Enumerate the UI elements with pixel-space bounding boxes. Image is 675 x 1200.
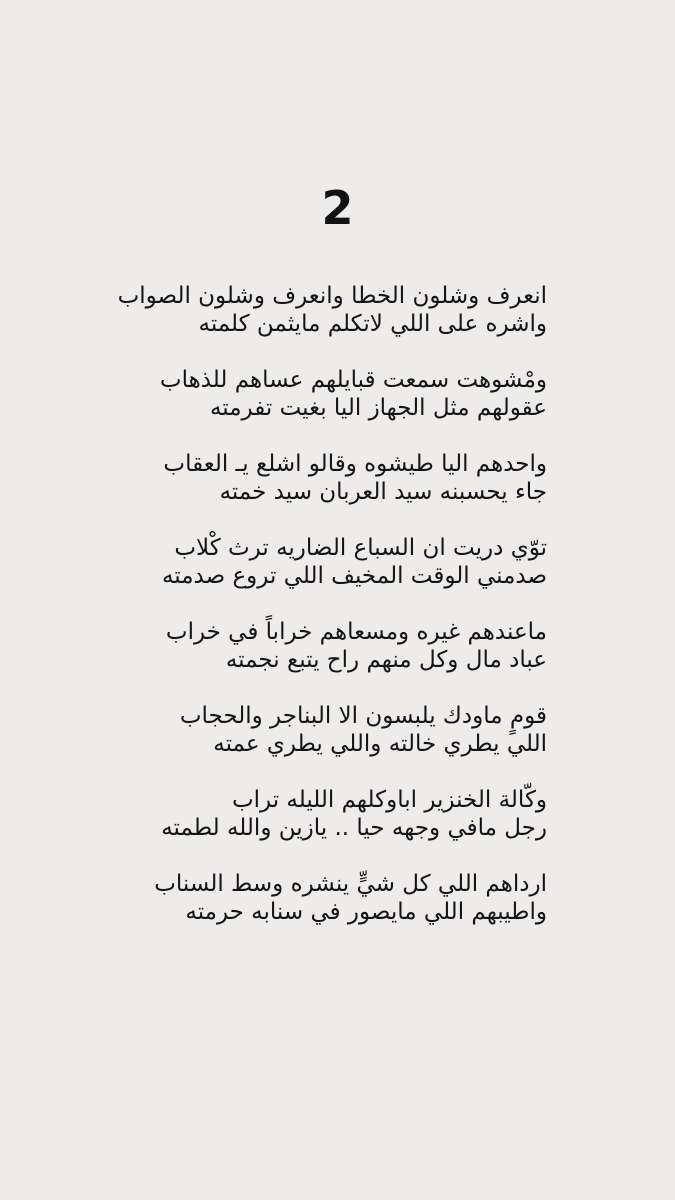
verse-line: قومٍ ماودك يلبسون الا البناجر والحجاب bbox=[179, 703, 547, 729]
verse-line: عباد مال وكل منهم راح يتبع نجمته bbox=[225, 647, 547, 673]
verse-line: اللي يطري خالته واللي يطري عمته bbox=[213, 731, 547, 757]
verse-line: ارداهم اللي كل شيٍّ ينشره وسط السناب bbox=[154, 871, 547, 897]
stanza bbox=[100, 870, 547, 954]
verse-line: رجل مافي وجهه حيا .. يازين والله لطمته bbox=[161, 815, 547, 841]
verse-line: عقولهم مثل الجهاز اليا بغيت تفرمته bbox=[209, 395, 547, 421]
verse-line: واطيبهم اللي مايصور في سنابه حرمته bbox=[185, 899, 547, 925]
verse-line: انعرف وشلون الخطا وانعرف وشلون الصواب bbox=[117, 283, 547, 309]
verse-line: واشره على اللي لاتكلم مايثمن كلمته bbox=[198, 311, 547, 337]
stanza bbox=[100, 282, 547, 366]
poem-number: 2 bbox=[321, 181, 354, 235]
stanza bbox=[100, 450, 547, 534]
poem-verses bbox=[0, 282, 675, 954]
verse-line: صدمني الوقت المخيف اللي تروع صدمته bbox=[161, 563, 547, 589]
stanza bbox=[100, 534, 547, 618]
verse-line: ماعندهم غيره ومسعاهم خراباً في خراب bbox=[165, 619, 547, 645]
verse-line: ومْشوهت سمعت قبايلهم عساهم للذهاب bbox=[159, 367, 547, 393]
verse-line: وكّالة الخنزير اباوكلهم الليله تراب bbox=[231, 787, 547, 813]
stanza bbox=[100, 702, 547, 786]
stanza bbox=[100, 366, 547, 450]
verse-line: توّي دريت ان السباع الضاريه ترث كْلاب bbox=[174, 535, 547, 561]
stanza bbox=[100, 786, 547, 870]
stanza bbox=[100, 618, 547, 702]
verse-line: واحدهم اليا طيشوه وقالو اشلع يـ العقاب bbox=[163, 451, 547, 477]
verse-line: جاء يحسبنه سيد العربان سيد خمته bbox=[219, 479, 547, 505]
